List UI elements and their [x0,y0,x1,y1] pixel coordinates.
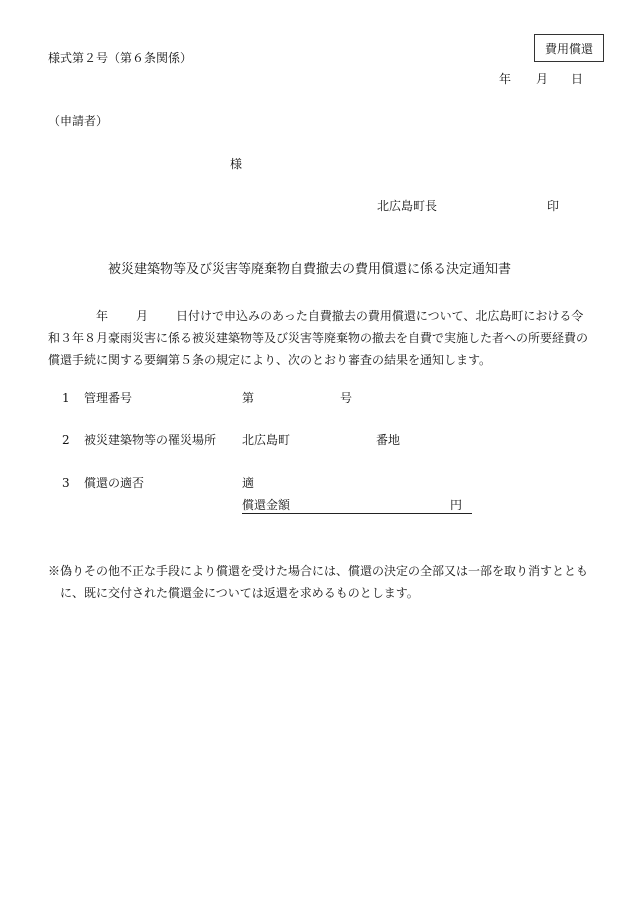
date-month: 月 [536,72,549,86]
date-year: 年 [499,72,512,86]
item-2-value-suffix: 番地 [376,433,401,447]
item-2-value-prefix: 北広島町 [242,433,291,447]
amount-label: 償還金額 [242,498,291,512]
item-1-number: 1 [62,391,70,405]
stamp-label: 費用償還 [544,41,593,56]
item-1-value-suffix: 号 [340,391,353,405]
amount-unit: 円 [450,498,463,512]
item-1-value-prefix: 第 [242,391,255,405]
honorific: 様 [230,157,243,171]
item-3-label: 償還の適否 [84,476,145,490]
seal-mark: 印 [547,199,560,213]
item-2-number: 2 [62,433,70,447]
item-3-number: 3 [62,476,70,490]
body-paragraph [48,305,588,371]
item-3-value: 適 [242,476,255,490]
form-number: 様式第２号（第６条関係） [48,51,193,65]
item-1-label: 管理番号 [84,391,133,405]
document-title: 被災建築物等及び災害等廃棄物自費撤去の費用償還に係る決定通知書 [108,262,512,277]
date-day: 日 [571,72,584,86]
applicant-label: （申請者） [48,114,109,128]
body-year: 年 [96,309,109,323]
note-paragraph: ※偽りその他不正な手段により償還を受けた場合には、償還の決定の全部又は一部を取り消すとともに、既に交付された償還金については返還を求めるものとします。 [48,564,589,600]
body-text: 日付けで申込みのあった自費撤去の費用償還について、北広島町における令和３年８月豪雨災害に係る被災建築物等及び災害等廃棄物の撤去を自費で実施した者への所要経費の償還手続に関する要綱第５条の規定により、次のとおり審査の結果を通知します。 [48,309,589,367]
body-month: 月 [136,309,149,323]
stamp-label-box [534,34,604,62]
issuer-name: 北広島町長 [377,199,438,213]
item-2-label: 被災建築物等の罹災場所 [84,433,217,447]
